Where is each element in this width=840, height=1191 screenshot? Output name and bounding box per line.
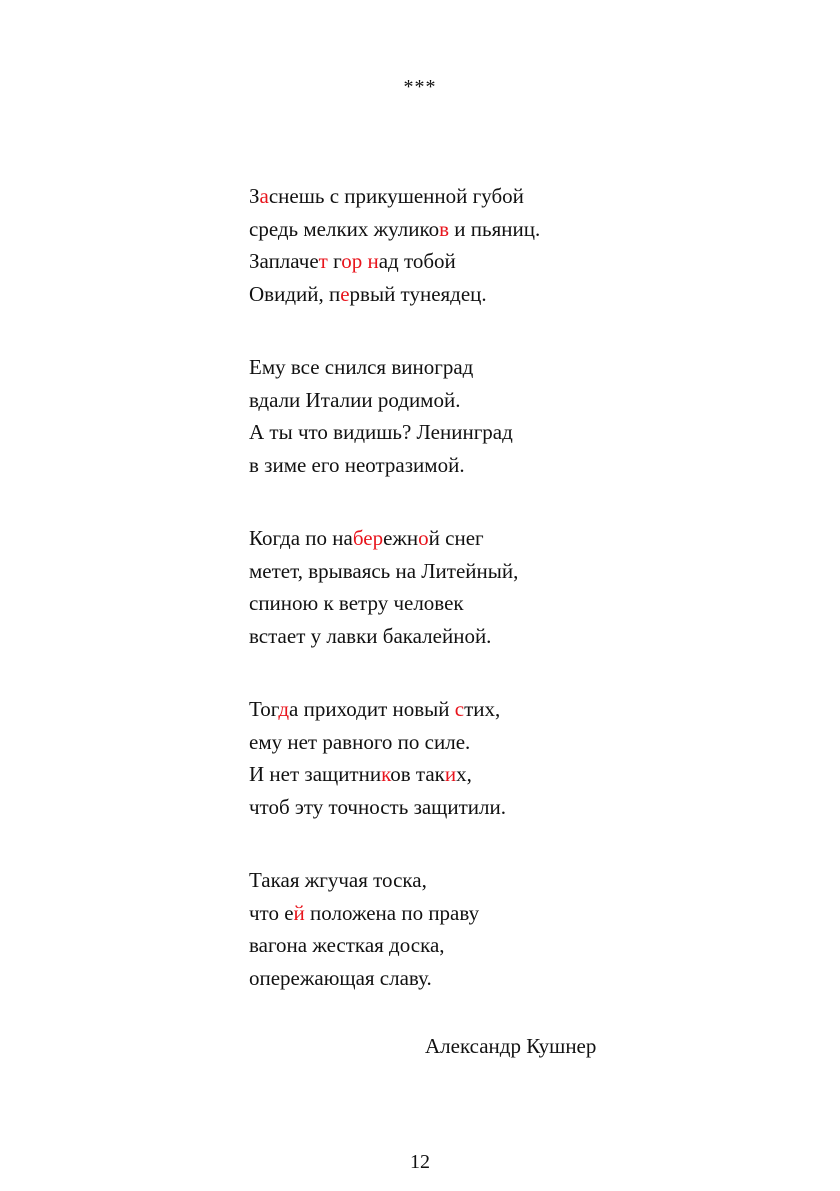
line-text: вагона жесткая доска,	[249, 933, 445, 957]
poem-line	[249, 897, 669, 930]
line-text: а приходит новый	[289, 697, 455, 721]
page-number: 12	[410, 1151, 430, 1173]
highlighted-letters: н	[367, 249, 379, 273]
line-text: ему нет равного по силе.	[249, 729, 471, 754]
poem-line	[249, 384, 669, 417]
highlighted-letters: й	[293, 900, 305, 925]
poem-line	[249, 213, 669, 246]
poem-line	[249, 864, 669, 897]
line-text: А ты что видишь? Ленинград	[249, 420, 513, 444]
line-text: метет, врываясь на Литейный,	[249, 558, 519, 583]
poem-line	[249, 758, 669, 791]
line-text: рвый тунеядец.	[349, 281, 487, 306]
line-text: И нет защитни	[249, 762, 382, 786]
line-text: ад тобой	[378, 249, 456, 273]
highlighted-letters: т	[318, 249, 328, 273]
poem-line	[249, 555, 669, 588]
highlighted-letters: и	[444, 762, 457, 786]
highlighted-letters: в	[439, 216, 450, 241]
highlighted-letters: бер	[352, 526, 384, 550]
highlighted-letters: к	[381, 762, 391, 786]
line-text: х,	[456, 762, 472, 786]
poem-line	[249, 791, 669, 824]
poem-line	[249, 726, 669, 759]
highlighted-letters: а	[259, 184, 269, 208]
poem-ornament: ***	[403, 76, 437, 98]
line-text: опережающая славу.	[249, 965, 432, 990]
poem-line	[249, 180, 669, 213]
line-text: встает у лавки бакалейной.	[249, 623, 492, 648]
line-text: ежн	[383, 526, 419, 550]
line-text: г	[327, 249, 342, 273]
line-text: снешь с прикушенной губой	[268, 184, 524, 208]
line-text: чтоб эту точность защитили.	[249, 794, 506, 819]
line-text: вдали Италии родимой.	[249, 387, 461, 412]
line-text: положена по праву	[304, 900, 480, 925]
line-text: Заплаче	[249, 249, 319, 273]
line-text: тих,	[464, 697, 501, 721]
stanza	[249, 522, 669, 652]
highlighted-letters: ор	[341, 249, 363, 273]
stanza	[249, 864, 669, 994]
line-text: Тог	[249, 697, 279, 721]
highlighted-letters: е	[340, 281, 350, 306]
poem-line	[249, 962, 669, 995]
line-text: ов так	[390, 762, 445, 786]
line-text: Когда по на	[249, 526, 353, 550]
highlighted-letters: о	[418, 526, 429, 550]
line-text: Ему все снился виноград	[249, 355, 474, 379]
line-text: средь мелких жулико	[249, 216, 440, 241]
highlighted-letters: д	[278, 697, 290, 721]
line-text: спиною к ветру человек	[249, 591, 464, 615]
poem-line	[249, 587, 669, 620]
poem-line	[249, 245, 669, 278]
line-text: что е	[249, 900, 294, 925]
poem-line	[249, 416, 669, 449]
poem-line	[249, 351, 669, 384]
stanza	[249, 180, 669, 310]
line-text: и пьяниц.	[449, 216, 541, 241]
poem-line	[249, 929, 669, 962]
poem-author: Александр Кушнер	[425, 1034, 597, 1058]
poem-line	[249, 693, 669, 726]
highlighted-letters: с	[454, 697, 465, 721]
line-text: З	[249, 184, 260, 208]
line-text: й снег	[428, 526, 484, 550]
line-text: в зиме его неотразимой.	[249, 452, 465, 477]
stanza	[249, 351, 669, 481]
stanza	[249, 693, 669, 823]
poem-line	[249, 278, 669, 311]
line-text: Овидий, п	[249, 281, 341, 306]
poem-body	[249, 180, 669, 1035]
poem-line	[249, 522, 669, 555]
poem-line	[249, 620, 669, 653]
poem-line	[249, 449, 669, 482]
line-text: Такая жгучая тоска,	[249, 868, 427, 892]
